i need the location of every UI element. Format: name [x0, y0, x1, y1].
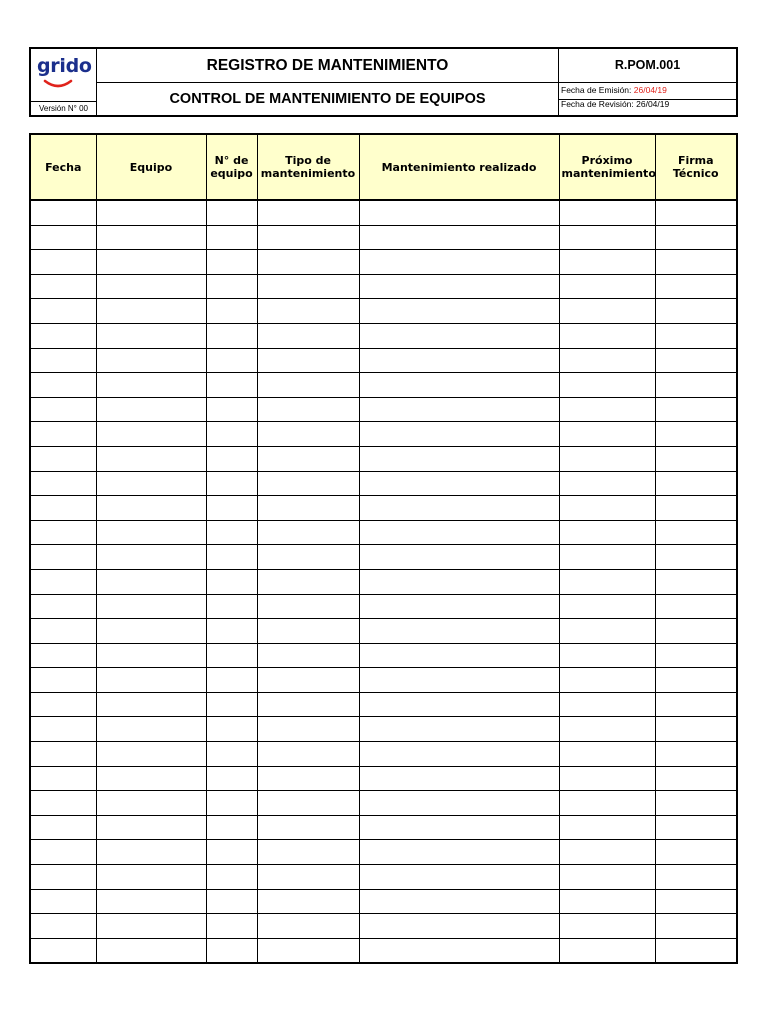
table-cell[interactable] — [655, 471, 736, 496]
table-cell[interactable] — [206, 938, 257, 962]
table-cell[interactable] — [206, 889, 257, 914]
table-cell[interactable] — [655, 446, 736, 471]
table-cell[interactable] — [359, 373, 559, 398]
table-cell[interactable] — [655, 594, 736, 619]
logo-cell — [31, 49, 97, 101]
table-row — [31, 692, 736, 717]
table-cell[interactable] — [559, 643, 655, 668]
table-cell[interactable] — [655, 299, 736, 324]
table-row — [31, 938, 736, 962]
table-cell[interactable] — [206, 225, 257, 250]
table-cell[interactable] — [31, 840, 96, 865]
table-cell[interactable] — [31, 520, 96, 545]
table-cell[interactable] — [655, 496, 736, 521]
table-cell[interactable] — [359, 643, 559, 668]
table-cell[interactable] — [206, 692, 257, 717]
table-cell[interactable] — [206, 200, 257, 225]
table-cell[interactable] — [359, 397, 559, 422]
table-cell[interactable] — [31, 323, 96, 348]
table-cell[interactable] — [257, 938, 359, 962]
table-cell[interactable] — [206, 742, 257, 767]
table-cell[interactable] — [559, 471, 655, 496]
column-header-tipo-mantenimiento: Tipo de mantenimiento — [257, 135, 359, 200]
table-cell[interactable] — [31, 766, 96, 791]
table-cell[interactable] — [359, 422, 559, 447]
table-cell[interactable] — [206, 594, 257, 619]
table-cell[interactable] — [257, 250, 359, 275]
table-cell[interactable] — [559, 446, 655, 471]
table-cell[interactable] — [655, 619, 736, 644]
revision-date-field — [559, 100, 736, 115]
table-cell[interactable] — [257, 643, 359, 668]
column-header-proximo-mantenimiento: Próximo mantenimiento — [559, 135, 655, 200]
table-cell[interactable] — [31, 569, 96, 594]
table-cell[interactable] — [31, 225, 96, 250]
table-cell[interactable] — [359, 225, 559, 250]
version-label: Versión N° 00 — [31, 101, 97, 115]
table-cell[interactable] — [206, 545, 257, 570]
table-row — [31, 520, 736, 545]
revision-label: Fecha de Revisión: — [561, 99, 634, 109]
table-cell[interactable] — [559, 889, 655, 914]
table-cell[interactable] — [96, 299, 206, 324]
table-cell[interactable] — [96, 323, 206, 348]
table-cell[interactable] — [206, 471, 257, 496]
table-row — [31, 791, 736, 816]
table-cell[interactable] — [257, 496, 359, 521]
table-cell[interactable] — [655, 397, 736, 422]
table-cell[interactable] — [559, 274, 655, 299]
table-cell[interactable] — [96, 545, 206, 570]
table-row — [31, 545, 736, 570]
table-cell[interactable] — [257, 840, 359, 865]
table-cell[interactable] — [96, 496, 206, 521]
table-cell[interactable] — [359, 323, 559, 348]
table-cell[interactable] — [559, 397, 655, 422]
table-cell[interactable] — [206, 815, 257, 840]
table-cell[interactable] — [257, 791, 359, 816]
table-cell[interactable] — [359, 840, 559, 865]
page-subtitle: CONTROL DE MANTENIMIENTO DE EQUIPOS — [97, 83, 559, 115]
column-header-mantenimiento-realizado: Mantenimiento realizado — [359, 135, 559, 200]
table-cell[interactable] — [257, 889, 359, 914]
table-row — [31, 865, 736, 890]
table-cell[interactable] — [359, 274, 559, 299]
table-row — [31, 594, 736, 619]
table-cell[interactable] — [257, 520, 359, 545]
table-cell[interactable] — [206, 643, 257, 668]
emission-date-field — [559, 83, 736, 100]
table-cell[interactable] — [359, 471, 559, 496]
table-cell[interactable] — [359, 446, 559, 471]
table-cell[interactable] — [559, 766, 655, 791]
table-cell[interactable] — [257, 865, 359, 890]
table-cell[interactable] — [31, 742, 96, 767]
table-cell[interactable] — [257, 717, 359, 742]
table-row — [31, 815, 736, 840]
table-cell[interactable] — [257, 742, 359, 767]
column-header-equipo: Equipo — [96, 135, 206, 200]
table-row — [31, 889, 736, 914]
table-cell[interactable] — [257, 422, 359, 447]
table-cell[interactable] — [96, 668, 206, 693]
table-cell[interactable] — [31, 594, 96, 619]
table-cell[interactable] — [96, 569, 206, 594]
table-cell[interactable] — [206, 569, 257, 594]
table-cell[interactable] — [31, 397, 96, 422]
table-cell[interactable] — [257, 619, 359, 644]
table-cell[interactable] — [96, 446, 206, 471]
table-cell[interactable] — [655, 250, 736, 275]
table-cell[interactable] — [559, 496, 655, 521]
table-body — [31, 200, 736, 962]
table-cell[interactable] — [359, 348, 559, 373]
table-cell[interactable] — [559, 250, 655, 275]
table-cell[interactable] — [359, 815, 559, 840]
table-cell[interactable] — [559, 299, 655, 324]
table-row — [31, 619, 736, 644]
table-cell[interactable] — [559, 791, 655, 816]
table-row — [31, 742, 736, 767]
table-row — [31, 914, 736, 939]
emission-label: Fecha de Emisión: — [561, 85, 632, 95]
table-row — [31, 274, 736, 299]
table-cell[interactable] — [31, 471, 96, 496]
table-cell[interactable] — [359, 766, 559, 791]
table-cell[interactable] — [96, 742, 206, 767]
table-cell[interactable] — [96, 840, 206, 865]
table-cell[interactable] — [206, 766, 257, 791]
table-row — [31, 323, 736, 348]
table-cell[interactable] — [655, 274, 736, 299]
table-cell[interactable] — [559, 373, 655, 398]
table-cell[interactable] — [359, 742, 559, 767]
table-cell[interactable] — [359, 865, 559, 890]
table-cell[interactable] — [31, 643, 96, 668]
table-cell[interactable] — [359, 496, 559, 521]
table-cell[interactable] — [359, 717, 559, 742]
table-cell[interactable] — [257, 914, 359, 939]
table-cell[interactable] — [96, 200, 206, 225]
table-cell[interactable] — [31, 545, 96, 570]
table-cell[interactable] — [31, 815, 96, 840]
table-cell[interactable] — [257, 471, 359, 496]
document-header — [29, 47, 738, 117]
table-cell[interactable] — [206, 397, 257, 422]
table-cell[interactable] — [96, 274, 206, 299]
table-cell[interactable] — [96, 397, 206, 422]
table-cell[interactable] — [31, 299, 96, 324]
table-cell[interactable] — [96, 594, 206, 619]
table-row — [31, 250, 736, 275]
table-row — [31, 569, 736, 594]
table-cell[interactable] — [257, 200, 359, 225]
table-cell[interactable] — [655, 545, 736, 570]
table-row — [31, 717, 736, 742]
table-cell[interactable] — [257, 692, 359, 717]
column-header-fecha: Fecha — [31, 135, 96, 200]
table-cell[interactable] — [655, 373, 736, 398]
table-cell[interactable] — [96, 520, 206, 545]
page-title: REGISTRO DE MANTENIMIENTO — [97, 49, 559, 83]
table-cell[interactable] — [359, 569, 559, 594]
table-cell[interactable] — [206, 496, 257, 521]
table-cell[interactable] — [96, 348, 206, 373]
table-cell[interactable] — [559, 520, 655, 545]
table-cell[interactable] — [655, 323, 736, 348]
smile-icon — [43, 79, 73, 89]
table-cell[interactable] — [96, 692, 206, 717]
table-cell[interactable] — [96, 373, 206, 398]
table-cell[interactable] — [206, 323, 257, 348]
table-cell[interactable] — [655, 348, 736, 373]
table-cell[interactable] — [559, 422, 655, 447]
table-cell[interactable] — [31, 692, 96, 717]
table-cell[interactable] — [359, 594, 559, 619]
table-cell[interactable] — [655, 815, 736, 840]
table-cell[interactable] — [655, 200, 736, 225]
table-cell[interactable] — [31, 938, 96, 962]
table-cell[interactable] — [96, 250, 206, 275]
table-cell[interactable] — [96, 914, 206, 939]
table-cell[interactable] — [31, 274, 96, 299]
table-cell[interactable] — [96, 938, 206, 962]
table-cell[interactable] — [559, 348, 655, 373]
table-row — [31, 299, 736, 324]
table-cell[interactable] — [96, 422, 206, 447]
table-cell[interactable] — [31, 496, 96, 521]
table-cell[interactable] — [206, 668, 257, 693]
column-header-firma-tecnico: Firma Técnico — [655, 135, 736, 200]
table-cell[interactable] — [559, 323, 655, 348]
table-cell[interactable] — [257, 446, 359, 471]
table-cell[interactable] — [206, 446, 257, 471]
table-cell[interactable] — [257, 299, 359, 324]
table-row — [31, 348, 736, 373]
maintenance-log-table — [29, 133, 738, 964]
table-cell[interactable] — [31, 865, 96, 890]
table-cell[interactable] — [206, 840, 257, 865]
table-row — [31, 471, 736, 496]
table-cell[interactable] — [257, 225, 359, 250]
table-cell[interactable] — [96, 717, 206, 742]
table-row — [31, 422, 736, 447]
table-cell[interactable] — [31, 791, 96, 816]
table-cell[interactable] — [359, 545, 559, 570]
table-cell[interactable] — [206, 299, 257, 324]
table-cell[interactable] — [359, 692, 559, 717]
table-cell[interactable] — [257, 668, 359, 693]
table-cell[interactable] — [96, 619, 206, 644]
table-cell[interactable] — [655, 717, 736, 742]
table-cell[interactable] — [206, 274, 257, 299]
table-cell[interactable] — [96, 865, 206, 890]
table-cell[interactable] — [655, 791, 736, 816]
table-cell[interactable] — [96, 766, 206, 791]
table-cell[interactable] — [31, 250, 96, 275]
table-cell[interactable] — [359, 520, 559, 545]
table-cell[interactable] — [559, 815, 655, 840]
table-cell[interactable] — [31, 889, 96, 914]
table-cell[interactable] — [559, 545, 655, 570]
table-cell[interactable] — [559, 619, 655, 644]
table-cell[interactable] — [31, 619, 96, 644]
column-header-numero-equipo: N° de equipo — [206, 135, 257, 200]
table-cell[interactable] — [359, 619, 559, 644]
table-cell[interactable] — [257, 397, 359, 422]
table-cell[interactable] — [359, 791, 559, 816]
table-cell[interactable] — [206, 865, 257, 890]
table-cell[interactable] — [31, 348, 96, 373]
table-cell[interactable] — [206, 914, 257, 939]
table-cell[interactable] — [559, 692, 655, 717]
table-cell[interactable] — [359, 668, 559, 693]
table-cell[interactable] — [257, 545, 359, 570]
table-row — [31, 840, 736, 865]
table-cell[interactable] — [559, 840, 655, 865]
table-cell[interactable] — [31, 446, 96, 471]
table-cell[interactable] — [257, 594, 359, 619]
table-cell[interactable] — [559, 914, 655, 939]
table-cell[interactable] — [206, 373, 257, 398]
table-cell[interactable] — [655, 225, 736, 250]
table-row — [31, 446, 736, 471]
table-cell[interactable] — [96, 471, 206, 496]
table-cell[interactable] — [206, 619, 257, 644]
table-cell[interactable] — [655, 742, 736, 767]
table-row — [31, 668, 736, 693]
table-cell[interactable] — [359, 914, 559, 939]
table-cell[interactable] — [559, 865, 655, 890]
table-cell[interactable] — [559, 938, 655, 962]
table-cell[interactable] — [655, 938, 736, 962]
table-cell[interactable] — [559, 668, 655, 693]
table-cell[interactable] — [206, 791, 257, 816]
table-cell[interactable] — [257, 569, 359, 594]
table-row — [31, 225, 736, 250]
table-cell[interactable] — [559, 569, 655, 594]
table-cell[interactable] — [655, 766, 736, 791]
table-cell[interactable] — [206, 717, 257, 742]
table-row — [31, 373, 736, 398]
table-cell[interactable] — [655, 692, 736, 717]
table-cell[interactable] — [96, 889, 206, 914]
table-cell[interactable] — [257, 348, 359, 373]
table-cell[interactable] — [559, 594, 655, 619]
table-cell[interactable] — [31, 717, 96, 742]
grido-logo: grido — [37, 55, 92, 77]
table-row — [31, 397, 736, 422]
document-code: R.POM.001 — [559, 49, 736, 83]
table-cell[interactable] — [359, 938, 559, 962]
table-cell[interactable] — [359, 299, 559, 324]
table-cell[interactable] — [31, 422, 96, 447]
table-cell[interactable] — [96, 643, 206, 668]
table-cell[interactable] — [655, 668, 736, 693]
table-cell[interactable] — [559, 225, 655, 250]
table-cell[interactable] — [257, 323, 359, 348]
table-cell[interactable] — [655, 643, 736, 668]
table-cell[interactable] — [31, 200, 96, 225]
table-cell[interactable] — [655, 865, 736, 890]
table-cell[interactable] — [559, 717, 655, 742]
table-cell[interactable] — [655, 840, 736, 865]
table-cell[interactable] — [257, 815, 359, 840]
table-cell[interactable] — [655, 889, 736, 914]
table-header-row — [31, 135, 736, 200]
table-row — [31, 766, 736, 791]
table-cell[interactable] — [31, 668, 96, 693]
table-cell[interactable] — [31, 914, 96, 939]
table-row — [31, 496, 736, 521]
table-cell[interactable] — [359, 200, 559, 225]
table-row — [31, 643, 736, 668]
table-cell[interactable] — [31, 373, 96, 398]
emission-date: 26/04/19 — [633, 85, 667, 95]
table-cell[interactable] — [359, 889, 559, 914]
table-cell[interactable] — [96, 815, 206, 840]
table-cell[interactable] — [206, 348, 257, 373]
table-cell[interactable] — [206, 520, 257, 545]
table-cell[interactable] — [257, 373, 359, 398]
table-cell[interactable] — [655, 569, 736, 594]
table-cell[interactable] — [655, 914, 736, 939]
table-cell[interactable] — [96, 791, 206, 816]
table-cell[interactable] — [257, 274, 359, 299]
revision-date: 26/04/19 — [636, 99, 670, 109]
table-cell[interactable] — [96, 225, 206, 250]
table-cell[interactable] — [257, 766, 359, 791]
table-cell[interactable] — [655, 422, 736, 447]
table-cell[interactable] — [655, 520, 736, 545]
table-row — [31, 200, 736, 225]
table-cell[interactable] — [559, 200, 655, 225]
table-cell[interactable] — [359, 250, 559, 275]
table-cell[interactable] — [559, 742, 655, 767]
table-cell[interactable] — [206, 422, 257, 447]
table-cell[interactable] — [206, 250, 257, 275]
